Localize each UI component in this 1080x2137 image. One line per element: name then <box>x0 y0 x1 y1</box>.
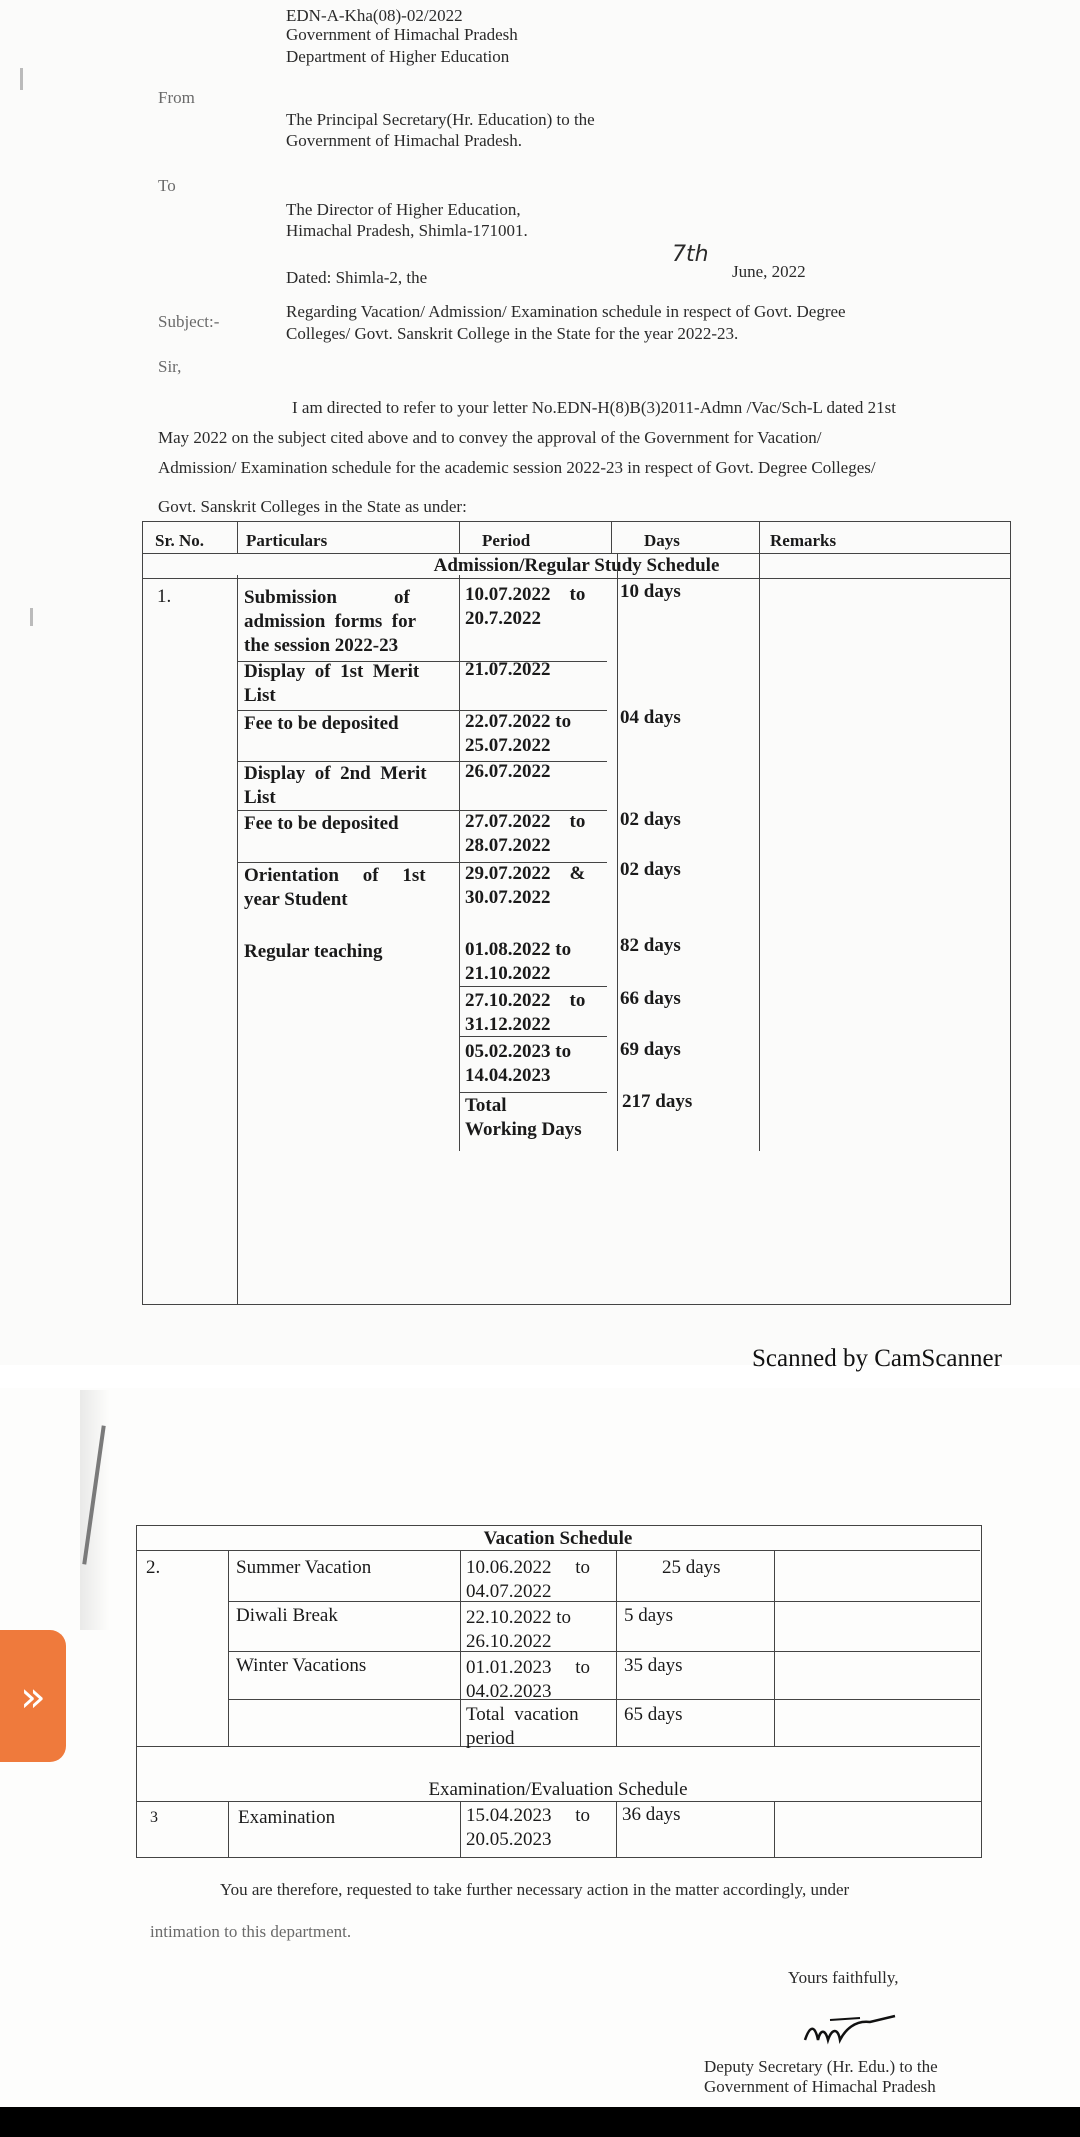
period-line: 27.10.2022 to <box>465 990 586 1011</box>
period-line: 15.04.2023 to <box>466 1805 591 1826</box>
total-working-days-label <box>465 1094 582 1142</box>
period-line: 14.04.2023 <box>465 1065 551 1086</box>
period-fee-1 <box>465 710 571 758</box>
header-days: Days <box>644 530 680 550</box>
period-first-merit: 21.07.2022 <box>465 659 551 680</box>
header-remarks: Remarks <box>770 530 837 550</box>
from-line-2: Government of Himachal Pradesh. <box>286 131 523 150</box>
period-second-merit: 26.07.2022 <box>465 761 551 782</box>
particular-line: Display of 2nd Merit <box>244 763 427 784</box>
header-period: Period <box>482 530 531 550</box>
days-summer-vacation: 25 days <box>662 1557 721 1578</box>
from-line-1: The Principal Secretary(Hr. Education) to the <box>286 110 595 129</box>
dated-day-handwritten: 7th <box>672 242 709 267</box>
days-fee-1: 04 days <box>620 707 681 728</box>
col-divider <box>460 1801 461 1857</box>
period-line: 20.05.2023 <box>466 1829 552 1850</box>
scan-mark <box>20 68 23 90</box>
period-diwali-break <box>466 1606 571 1654</box>
header-particulars: Particulars <box>246 530 328 550</box>
sr-no-2: 2. <box>146 1557 161 1578</box>
to-label: To <box>158 176 176 195</box>
particular-fee-2: Fee to be deposited <box>244 813 399 834</box>
particular-first-merit <box>244 660 419 708</box>
particular-line: year Student <box>244 889 348 910</box>
bottom-bar <box>0 2107 1080 2137</box>
signatory-line-1: Deputy Secretary (Hr. Edu.) to the <box>704 2057 938 2076</box>
period-line: 28.07.2022 <box>465 835 551 856</box>
particular-regular-teaching: Regular teaching <box>244 941 383 962</box>
particular-line: Orientation of 1st <box>244 865 426 886</box>
row-divider <box>228 1699 980 1700</box>
particular-second-merit <box>244 762 427 810</box>
particular-orientation <box>244 864 426 912</box>
section-title-row <box>143 554 1011 579</box>
period-line: 27.07.2022 to <box>465 811 586 832</box>
body-line-4: Govt. Sanskrit Colleges in the State as under: <box>158 497 467 516</box>
period-line: 29.07.2022 & <box>465 863 586 884</box>
dated-label: Dated: Shimla-2, the <box>286 268 428 287</box>
sr-no-3: 3 <box>150 1809 158 1826</box>
row-divider <box>459 986 607 987</box>
subject-label: Subject:- <box>158 312 220 331</box>
period-line: 30.07.2022 <box>465 887 551 908</box>
scan-mark <box>30 608 33 626</box>
header-sr-no: Sr. No. <box>155 530 204 550</box>
camscanner-watermark: Scanned by CamScanner <box>752 1345 1002 1372</box>
period-line: 26.10.2022 <box>466 1631 552 1652</box>
particular-diwali-break: Diwali Break <box>236 1605 338 1626</box>
total-vacation-label <box>466 1703 579 1751</box>
period-submission <box>465 583 585 631</box>
signatory-line-2: Government of Himachal Pradesh <box>704 2077 936 2096</box>
days-orientation: 02 days <box>620 859 681 880</box>
handwritten-signature <box>800 2010 900 2050</box>
particular-line: Submission of <box>244 587 410 608</box>
days-submission: 10 days <box>620 581 681 602</box>
body-line-2: May 2022 on the subject cited above and to convey the approval of the Government for Vacation/ <box>158 428 822 447</box>
closing-line-2: intimation to this department. <box>150 1922 352 1941</box>
particular-line: admission forms for <box>244 611 417 632</box>
subject-line-1: Regarding Vacation/ Admission/ Examination schedule in respect of Govt. Degree <box>286 302 846 321</box>
particular-summer-vacation: Summer Vacation <box>236 1557 372 1578</box>
row-divider <box>228 1601 980 1602</box>
particular-line: List <box>244 787 276 808</box>
period-winter-vacations <box>466 1656 590 1704</box>
col-divider <box>237 575 238 1151</box>
particular-winter-vacations: Winter Vacations <box>236 1655 367 1676</box>
to-line-2: Himachal Pradesh, Shimla-171001. <box>286 221 528 240</box>
period-line: 04.07.2022 <box>466 1581 552 1602</box>
particular-fee-1: Fee to be deposited <box>244 713 399 734</box>
col-divider <box>616 1550 617 1746</box>
period-fee-2 <box>465 810 585 858</box>
total-working-days-value: 217 days <box>622 1091 693 1112</box>
col-divider <box>228 1550 229 1746</box>
period-line: 22.10.2022 to <box>466 1607 572 1628</box>
period-line: Total vacation <box>466 1704 579 1725</box>
dated-month-year: June, 2022 <box>732 262 806 281</box>
period-teaching-2 <box>465 989 585 1037</box>
total-vacation-value: 65 days <box>624 1704 683 1725</box>
col-divider <box>774 1550 775 1746</box>
period-line: period <box>466 1728 515 1749</box>
letter-department: Department of Higher Education <box>286 47 510 66</box>
particular-line: Display of 1st Merit <box>244 661 420 682</box>
col-divider <box>774 1801 775 1857</box>
period-line: Total <box>465 1095 507 1116</box>
particular-examination: Examination <box>238 1807 336 1828</box>
closing-line-1: You are therefore, requested to take further necessary action in the matter accordingly, under <box>220 1880 850 1899</box>
section-title-vacation: Vacation Schedule <box>483 1528 633 1549</box>
period-line: Working Days <box>465 1119 582 1140</box>
body-line-3: Admission/ Examination schedule for the academic session 2022-23 in respect of Govt. Degree Colleges/ <box>158 458 876 477</box>
subject-line-2: Colleges/ Govt. Sanskrit College in the State for the year 2022-23. <box>286 324 739 343</box>
row-divider <box>136 1550 980 1551</box>
period-line: 01.08.2022 to <box>465 939 572 960</box>
col-divider <box>617 553 618 1151</box>
period-line: 04.02.2023 <box>466 1681 552 1702</box>
period-line: 01.01.2023 to <box>466 1657 591 1678</box>
row-divider <box>228 1651 980 1652</box>
col-divider <box>460 1550 461 1746</box>
letter-government: Government of Himachal Pradesh <box>286 25 518 44</box>
particular-line: the session 2022-23 <box>244 635 399 656</box>
period-summer-vacation <box>466 1556 590 1604</box>
period-line: 31.12.2022 <box>465 1014 551 1035</box>
days-fee-2: 02 days <box>620 809 681 830</box>
period-examination <box>466 1804 590 1852</box>
body-line-1: I am directed to refer to your letter No.EDN-H(8)B(3)2011-Admn /Vac/Sch-L dated 21st <box>292 398 896 417</box>
col-divider <box>459 575 460 1151</box>
letter-ref-number: EDN-A-Kha(08)-02/2022 <box>286 6 463 25</box>
double-chevron-right-icon: » <box>20 1671 46 1721</box>
days-teaching-2: 66 days <box>620 988 681 1009</box>
period-teaching-1 <box>465 938 571 986</box>
period-line: 22.07.2022 to <box>465 711 572 732</box>
period-teaching-3 <box>465 1040 571 1088</box>
to-line-1: The Director of Higher Education, <box>286 200 521 219</box>
from-label: From <box>158 88 195 107</box>
col-divider <box>759 521 760 1151</box>
expand-panel-button[interactable] <box>0 1630 66 1762</box>
days-teaching-3: 69 days <box>620 1039 681 1060</box>
salutation: Sir, <box>158 357 182 376</box>
period-line: 10.06.2022 to <box>466 1557 591 1578</box>
col-divider <box>228 1801 229 1857</box>
particular-submission <box>244 586 450 658</box>
section-title-admission: Admission/Regular Study Schedule <box>433 555 720 576</box>
table-header-row <box>143 522 1011 554</box>
row-divider <box>459 1092 607 1093</box>
period-line: 25.07.2022 <box>465 735 551 756</box>
period-line: 05.02.2023 to <box>465 1041 572 1062</box>
days-teaching-1: 82 days <box>620 935 681 956</box>
sr-no-1: 1. <box>157 586 172 607</box>
period-line: 20.7.2022 <box>465 608 541 629</box>
period-orientation <box>465 862 585 910</box>
period-line: 21.10.2022 <box>465 963 551 984</box>
section-title-examination: Examination/Evaluation Schedule <box>428 1779 688 1800</box>
days-winter-vacations: 35 days <box>624 1655 683 1676</box>
period-line: 10.07.2022 to <box>465 584 586 605</box>
days-diwali-break: 5 days <box>624 1605 674 1626</box>
days-examination: 36 days <box>622 1804 681 1825</box>
col-divider <box>616 1801 617 1857</box>
yours-faithfully: Yours faithfully, <box>788 1968 899 1987</box>
particular-line: List <box>244 685 276 706</box>
